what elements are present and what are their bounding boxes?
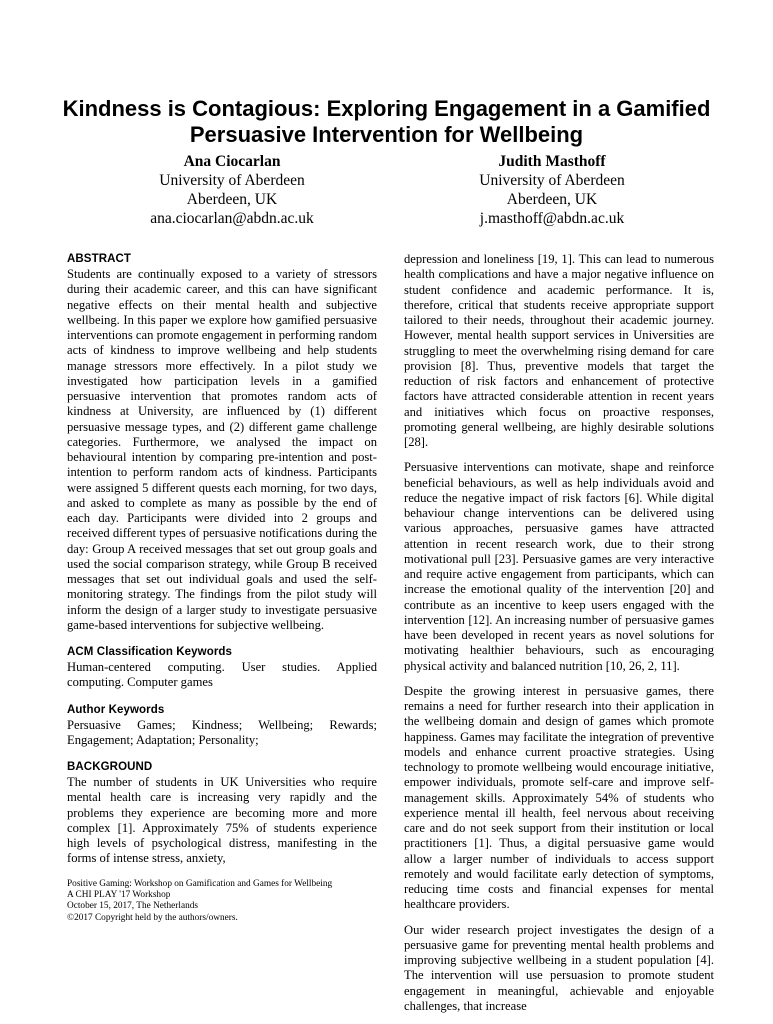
author-email: j.masthoff@abdn.ac.uk [479, 210, 625, 227]
background-section [67, 760, 377, 867]
abstract-heading: ABSTRACT [67, 253, 132, 265]
author-block [422, 152, 682, 228]
keywords-text: Persuasive Games; Kindness; Wellbeing; Rewards; Engagement; Adaptation; Personality; [67, 717, 377, 747]
author-name: Ana Ciocarlan [183, 153, 281, 170]
footer-line: ©2017 Copyright held by the authors/owners. [67, 912, 238, 923]
author-affiliation: University of Aberdeen [479, 172, 625, 189]
background-heading: BACKGROUND [67, 761, 153, 773]
footer-line: October 15, 2017, The Netherlands [67, 901, 198, 912]
author-email: ana.ciocarlan@abdn.ac.uk [150, 210, 314, 227]
copyright-footer [67, 879, 377, 924]
acm-section [67, 645, 377, 691]
footer-line: A CHI PLAY '17 Workshop [67, 890, 171, 901]
author-block [102, 152, 362, 228]
keywords-heading: Author Keywords [67, 703, 165, 716]
paper-title: Kindness is Contagious: Exploring Engagement in a Gamified Persuasive Intervention for Wellbeing [62, 96, 711, 147]
author-affiliation: University of Aberdeen [159, 172, 305, 189]
author-name: Judith Masthoff [498, 153, 606, 170]
body-paragraph: depression and loneliness [19, 1]. This can lead to numerous health complications and have a major negative influence on student confidence and academic performance. It is, therefore, critical that students receive appropriate support tailored to their needs, throughout their academic journey. However, mental health support services in Universities are struggling to meet the overwhelming rising demand for care provision [8]. Thus, preventive models that target the reduction of risk factors and enhancement of protective factors have attracted considerable attention in recent years and initiatives which focus on proactive responses, promoting general wellbeing, are highly desirable solutions [28]. [404, 252, 714, 449]
abstract-section [67, 252, 377, 633]
right-column [404, 252, 714, 1024]
left-column [67, 252, 377, 879]
acm-text: Human-centered computing. User studies. Applied computing. Computer games [67, 660, 377, 690]
author-location: Aberdeen, UK [186, 191, 278, 208]
author-location: Aberdeen, UK [506, 191, 598, 208]
keywords-section [67, 703, 377, 749]
body-paragraph: Our wider research project investigates the design of a persuasive game for preventing mental health problems and improving subjective wellbeing in a student population [4]. The intervention will use persuasion to promote student engagement in meaningful, achievable and enjoyable challenges, that increase [404, 922, 714, 1013]
abstract-text: Students are continually exposed to a variety of stressors during their academic career, and this can have significant negative effects on their mental health and subjective wellbeing. In this paper we explore how gamified persuasive interventions can promote engagement in performing random acts of kindness to improve wellbeing and help students manage stressors more effectively. In a pilot study we investigated how participation levels in a gamified persuasive intervention that promotes random acts of kindness at University, are influenced by (1) different persuasive message types, and (2) different game challenge categories. Furthermore, we analysed the impact on behavioural intention by comparing pre-intention and post-intention to perform random acts of kindness. Participants were assigned 5 different quests each morning, for two days, and asked to complete as many as possible by the end of each day. Participants were divided into 2 groups and received different types of persuasive notifications during the day: Group A received messages that set out group goals and used the social comparison strategy, while Group B received messages that set out individual goals and used the self-monitoring strategy. The findings from the pilot study will inform the design of a larger study to investigate persuasive game-based interventions for subjective wellbeing. [67, 267, 377, 632]
footer-line: Positive Gaming: Workshop on Gamification and Games for Wellbeing [67, 879, 333, 889]
acm-heading: ACM Classification Keywords [67, 646, 233, 658]
background-text: The number of students in UK Universities who require mental health care is increasing very rapidly and the problems they experience are becoming more and more complex [1]. Approximately 75% of students experience high levels of psychological distress, manifesting in the forms of intense stress, anxiety, [67, 775, 377, 866]
body-paragraph: Despite the growing interest in persuasive games, there remains a need for further research into their application in the wellbeing domain and design of games which promote happiness. Games may facilitate the integration of preventive models and enhance current proactive strategies. Using technology to promote wellbeing would encourage initiative, empower individuals, promote self-care and improve self-management skills. Approximately 54% of students who experience mental ill health, feel nervous about receiving care and do not seek support from their institution or local practitioners [1]. Thus, a digital persuasive game would allow a larger number of individuals to access support remotely and would facilitate early detection of symptoms, reducing time costs and financial expenses for mental healthcare providers. [404, 683, 714, 912]
body-paragraph: Persuasive interventions can motivate, shape and reinforce beneficial behaviours, as well as help individuals avoid and reduce the negative impact of risk factors [6]. While digital behaviour change interventions can be delivered using various approaches, persuasive games have attracted attention in recent research work, due to their strong motivational pull [23]. Persuasive games are very interactive and require active engagement from participants, which can increase the emotional quality of the intervention [20] and contribute as an incentive to keep users engaged with the intervention [12]. An increasing number of persuasive games have been developed in recent years as novel solutions for motivating healthier behaviours, such as encouraging physical activity and balanced nutrition [10, 26, 2, 11]. [404, 460, 714, 673]
